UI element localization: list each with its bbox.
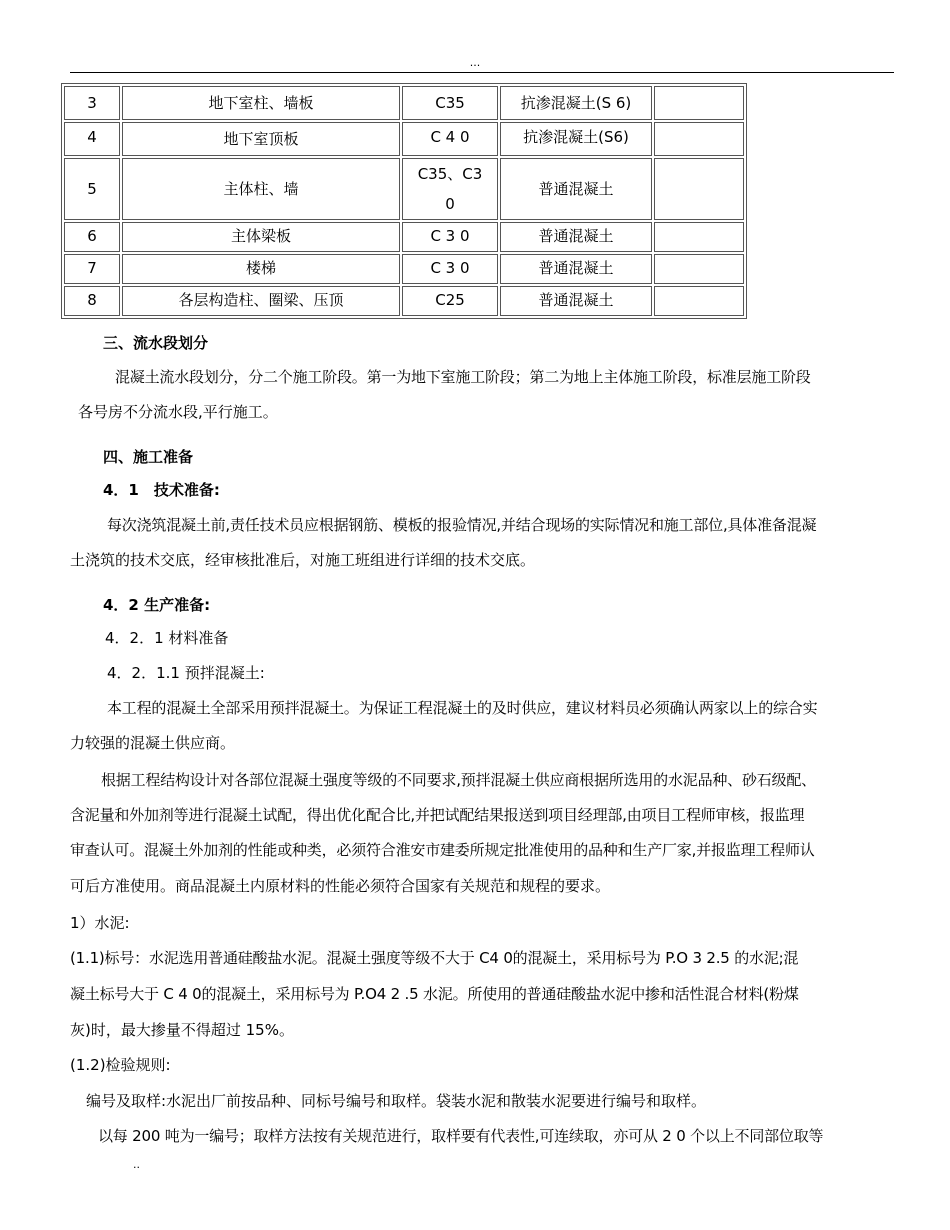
para2-line4: 可后方准使用。商品混凝土内原材料的性能必须符合国家有关规范和规程的要求。 [70, 877, 611, 895]
table-cell: 3 [64, 86, 120, 120]
table-cell: 地下室顶板 [122, 122, 400, 156]
para1-line1: 本工程的混凝土全部采用预拌混凝土。为保证工程混凝土的及时供应，建议材料员必须确认两家以上的综合实 [107, 699, 818, 717]
section-4-2-title: 4．2 生产准备: [103, 596, 211, 614]
footer-dots: .. [133, 1158, 140, 1171]
table-cell: C 4 0 [402, 122, 498, 156]
table-row [64, 254, 744, 284]
inspection-line1: 编号及取样:水泥出厂前按品种、同标号编号和取样。袋装水泥和散装水泥要进行编号和取样。 [86, 1092, 707, 1110]
section-4-2-1: 4．2．1 材料准备 [105, 629, 229, 647]
table-row [64, 222, 744, 252]
section-3-body-line2: 各号房不分流水段,平行施工。 [78, 403, 278, 421]
section-3-title: 三、流水段划分 [103, 334, 209, 352]
table-row [64, 86, 744, 120]
section-4-2-1-1: 4．2．1.1 预拌混凝土: [107, 664, 265, 682]
table-cell: 主体梁板 [122, 222, 400, 252]
table-cell [654, 86, 744, 120]
para2-line2: 含泥量和外加剂等进行混凝土试配，得出优化配合比,并把试配结果报送到项目经理部,由项目工程师审核，报监理 [70, 806, 805, 824]
cement-grade-line3: 灰)时，最大掺量不得超过 15%。 [70, 1021, 294, 1039]
cement-grade-line2: 凝土标号大于 C 4 0的混凝土，采用标号为 P.O4 2 .5 水泥。所使用的普通硅酸盐水泥中掺和活性混合材料(粉煤 [70, 985, 799, 1003]
table-cell: 普通混凝土 [500, 158, 652, 220]
table-cell: 抗渗混凝土(S 6) [500, 86, 652, 120]
table-cell [654, 158, 744, 220]
table-cell [402, 158, 498, 220]
grade-line-2: 0 [445, 195, 455, 213]
table-cell: 普通混凝土 [500, 254, 652, 284]
table-cell: 普通混凝土 [500, 222, 652, 252]
table-cell: 7 [64, 254, 120, 284]
para2-line1: 根据工程结构设计对各部位混凝土强度等级的不同要求,预拌混凝土供应商根据所选用的水泥品种、砂石级配、 [101, 771, 816, 789]
table-row [64, 286, 744, 316]
concrete-grade-table [61, 83, 747, 319]
table-cell: 各层构造柱、圈梁、压顶 [122, 286, 400, 316]
cement-grade-line1: (1.1)标号：水泥选用普通硅酸盐水泥。混凝土强度等级不大于 C4 0的混凝土，采用标号为 P.O 3 2.5 的水泥;混 [70, 949, 799, 967]
table-cell: C35 [402, 86, 498, 120]
table-cell: 5 [64, 158, 120, 220]
table-row [64, 122, 744, 156]
table-cell: C 3 0 [402, 222, 498, 252]
inspection-line2: 以每 200 吨为一编号；取样方法按有关规范进行，取样要有代表性,可连续取，亦可从 2 0 个以上不同部位取等 [98, 1127, 824, 1145]
table-cell: 楼梯 [122, 254, 400, 284]
section-4-1-title: 4．1 技术准备: [103, 481, 220, 499]
table-cell: 地下室柱、墙板 [122, 86, 400, 120]
table-cell: 普通混凝土 [500, 286, 652, 316]
section-4-1-line2: 土浇筑的技术交底，经审核批准后，对施工班组进行详细的技术交底。 [70, 551, 536, 569]
inspection-title: (1.2)检验规则: [70, 1056, 171, 1074]
section-4-1-line1: 每次浇筑混凝土前,责任技术员应根据钢筋、模板的报验情况,并结合现场的实际情况和施工部位,具体准备混凝 [107, 516, 817, 534]
table-cell: C25 [402, 286, 498, 316]
table-cell: C 3 0 [402, 254, 498, 284]
cement-title: 1）水泥: [70, 914, 130, 932]
para2-line3: 审查认可。混凝土外加剂的性能或种类，必须符合淮安市建委所规定批准使用的品种和生产厂家,并报监理工程师认 [70, 841, 815, 859]
section-3-body-line1: 混凝土流水段划分，分二个施工阶段。第一为地下室施工阶段；第二为地上主体施工阶段，标准层施工阶段 [115, 368, 811, 386]
table-cell: 8 [64, 286, 120, 316]
table-cell [654, 122, 744, 156]
table-row [64, 158, 744, 220]
header-dots: ... [469, 56, 481, 69]
section-4-title: 四、施工准备 [103, 448, 194, 466]
table-cell [654, 254, 744, 284]
table-cell: 主体柱、墙 [122, 158, 400, 220]
grade-line-1: C35、C3 [417, 165, 483, 183]
table-cell: 6 [64, 222, 120, 252]
table-cell: 抗渗混凝土(S6) [500, 122, 652, 156]
table-cell [654, 286, 744, 316]
header-rule [70, 72, 894, 73]
para1-line2: 力较强的混凝土供应商。 [70, 734, 236, 752]
table-cell: 4 [64, 122, 120, 156]
table-cell [654, 222, 744, 252]
